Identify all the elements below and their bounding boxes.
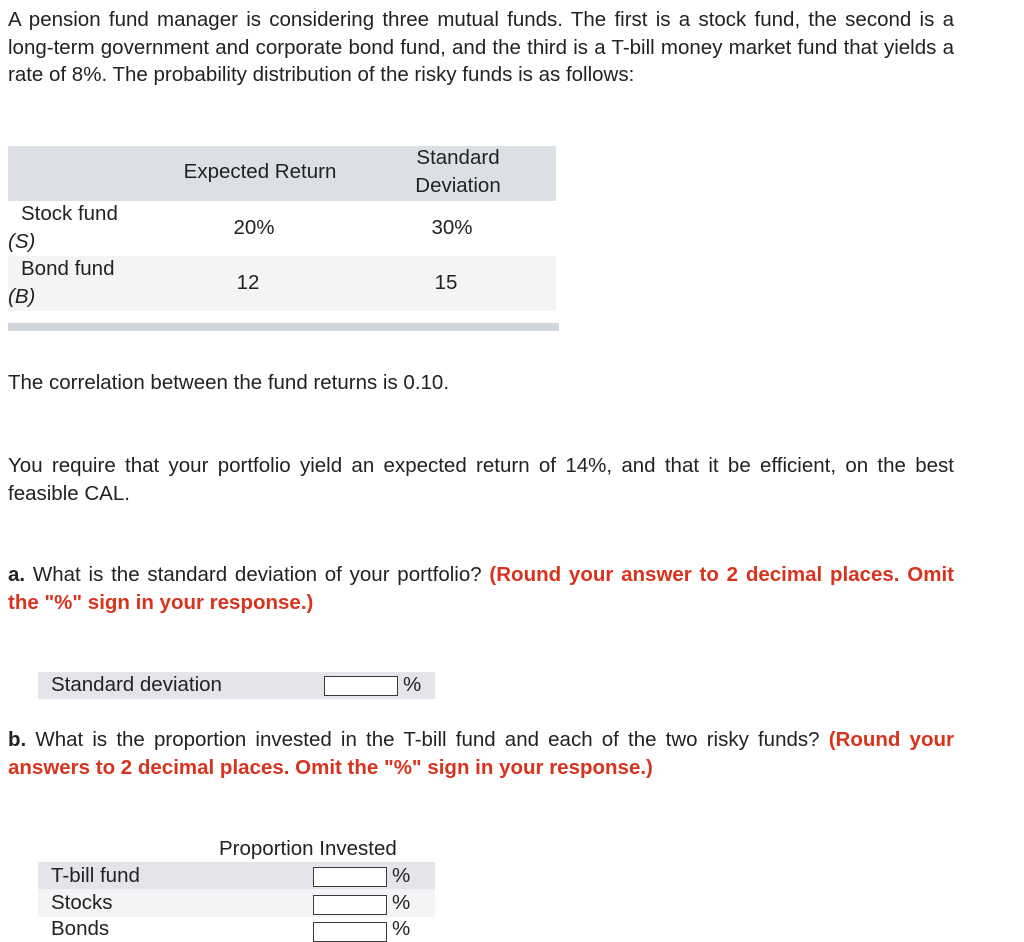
stocks-proportion-unit: %	[392, 891, 411, 914]
correlation-text: The correlation between the fund returns is 0.10.	[8, 371, 450, 394]
question-b-instruction: (Round your answers to 2 decimal places. Omit the "%" sign in your response.)	[8, 728, 954, 779]
question-a	[8, 561, 954, 616]
col-header-expected-return: Expected Return	[183, 160, 337, 183]
col-header-std-line1: Standard	[416, 146, 500, 169]
row-code-stock: (S)	[8, 230, 36, 253]
row-label-stocks: Stocks	[51, 891, 113, 914]
row-label-bonds: Bonds	[51, 917, 110, 940]
row-label-bond-fund: Bond fund	[21, 257, 115, 280]
problem-intro: A pension fund manager is considering three mutual funds. The first is a stock fund, the second is a long-term government and corporate bond fund, and the third is a T-bill money market fund that yields a rate of 8%. The probability distribution of the risky funds is as follows:	[8, 8, 954, 86]
question-b	[8, 726, 954, 781]
tbill-proportion-input[interactable]	[313, 867, 387, 887]
col-header-std-line2: Deviation	[415, 174, 501, 197]
question-a-instruction: (Round your answer to 2 decimal places. Omit the "%" sign in your response.)	[8, 563, 954, 614]
question-a-text: What is the standard deviation of your portfolio?	[25, 563, 490, 586]
bonds-proportion-input[interactable]	[313, 922, 387, 942]
bonds-proportion-unit: %	[392, 917, 411, 940]
table-bottom-rule	[8, 323, 559, 331]
tbill-proportion-unit: %	[392, 864, 411, 887]
stock-expected-return: 20%	[233, 216, 275, 239]
row-label-stock-fund: Stock fund	[21, 202, 118, 225]
std-deviation-input[interactable]	[324, 676, 398, 696]
proportion-invested-header: Proportion Invested	[219, 837, 397, 860]
stock-std-deviation: 30%	[431, 216, 473, 239]
row-code-bond: (B)	[8, 285, 36, 308]
std-deviation-label: Standard deviation	[51, 673, 222, 696]
question-b-text: What is the proportion invested in the T-bill fund and each of the two risky funds?	[26, 728, 829, 751]
stocks-proportion-input[interactable]	[313, 895, 387, 915]
std-deviation-unit: %	[403, 673, 422, 696]
question-a-label: a.	[8, 563, 26, 586]
row-label-tbill: T-bill fund	[51, 864, 140, 887]
bond-expected-return: 12	[236, 271, 260, 294]
bond-std-deviation: 15	[434, 271, 458, 294]
requirement-text: You require that your portfolio yield an expected return of 14%, and that it be efficient, on the best feasible CAL.	[8, 454, 954, 505]
question-b-label: b.	[8, 728, 27, 751]
